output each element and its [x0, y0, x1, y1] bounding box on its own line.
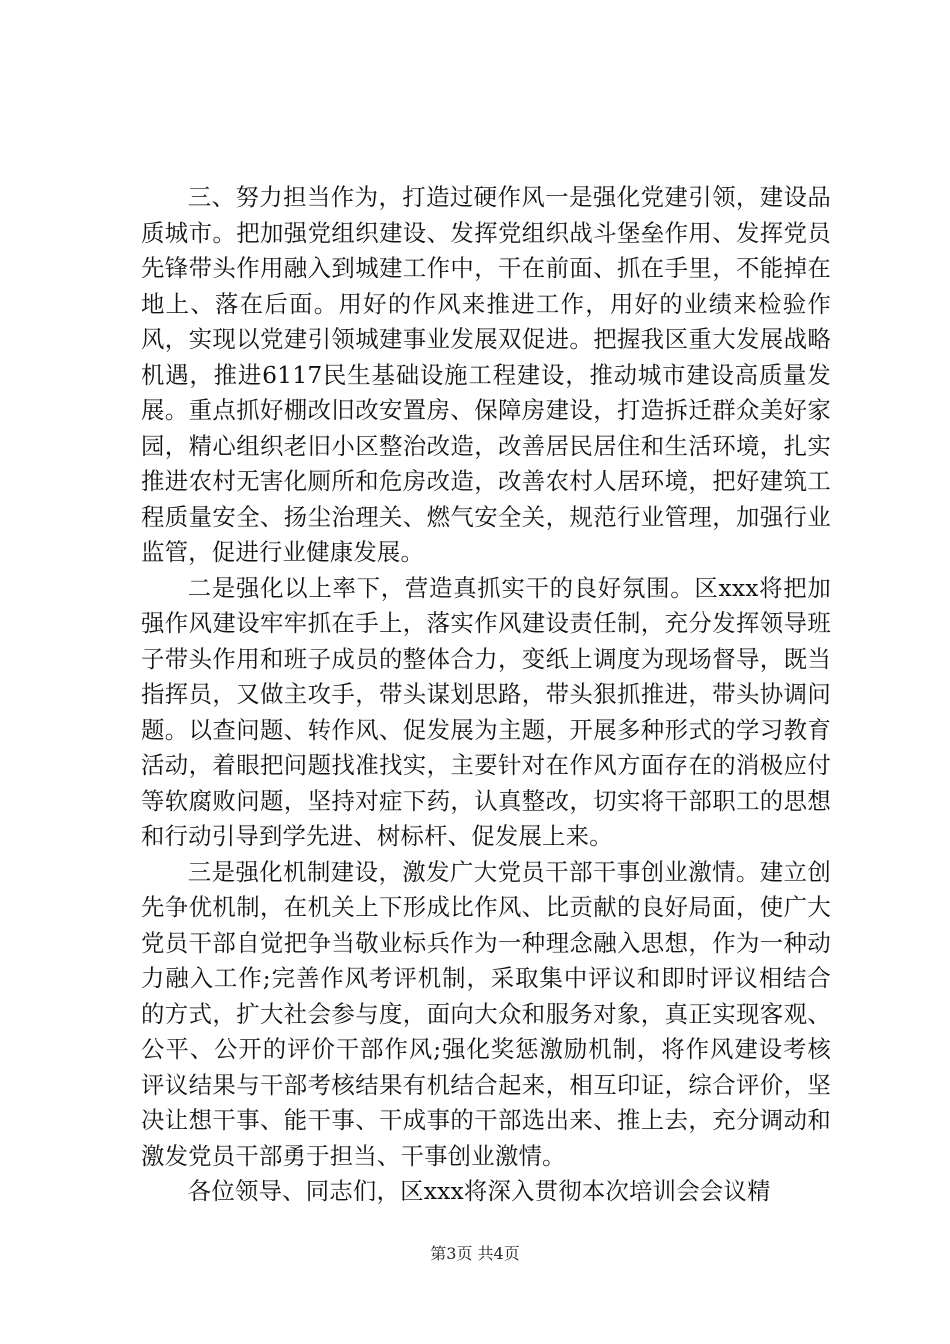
document-body	[141, 180, 831, 1210]
paragraph-mechanism-building: 三是强化机制建设，激发广大党员干部干事创业激情。建立创先争优机制，在机关上下形成比作风、比贡献的良好局面，使广大党员干部自觉把争当敬业标兵作为一种理念融入思想，作为一种动力融入工作;完善作风考评机制，采取集中评议和即时评议相结合的方式，扩大社会参与度，面向大众和服务对象，真正实现客观、公平、公开的评价干部作风;强化奖惩激励机制，将作风建设考核评议结果与干部考核结果有机结合起来，相互印证，综合评价，坚决让想干事、能干事、干成事的干部选出来、推上去，充分调动和激发党员干部勇于担当、干事创业激情。	[141, 857, 831, 1170]
paragraph-closing: 各位领导、同志们，区xxx将深入贯彻本次培训会会议精	[187, 1177, 771, 1205]
page-number-footer: 第3页 共4页	[430, 1244, 520, 1263]
paragraph-party-building: 三、努力担当作为，打造过硬作风一是强化党建引领，建设品质城市。把加强党组织建设、发挥党组织战斗堡垒作用、发挥党员先锋带头作用融入到城建工作中，干在前面、抓在手里，不能掉在地上、落在后面。用好的作风来推进工作，用好的业绩来检验作风，实现以党建引领城建事业发展双促进。把握我区重大发展战略机遇，推进6117民生基础设施工程建设，推动城市建设高质量发展。重点抓好棚改旧改安置房、保障房建设，打造拆迁群众美好家园，精心组织老旧小区整治改造，改善居民居住和生活环境，扎实推进农村无害化厕所和危房改造，改善农村人居环境，把好建筑工程质量安全、扬尘治理关、燃气安全关，规范行业管理，加强行业监管，促进行业健康发展。	[141, 183, 831, 566]
paragraph-lead-by-example: 二是强化以上率下，营造真抓实干的良好氛围。区xxx将把加强作风建设牢牢抓在手上，落实作风建设责任制，充分发挥领导班子带头作用和班子成员的整体合力，变纸上调度为现场督导，既当指挥员，又做主攻手，带头谋划思路，带头狠抓推进，带头协调问题。以查问题、转作风、促发展为主题，开展多种形式的学习教育活动，着眼把问题找准找实，主要针对在作风方面存在的消极应付等软腐败问题，坚持对症下药，认真整改，切实将干部职工的思想和行动引导到学先进、树标杆、促发展上来。	[141, 573, 831, 850]
